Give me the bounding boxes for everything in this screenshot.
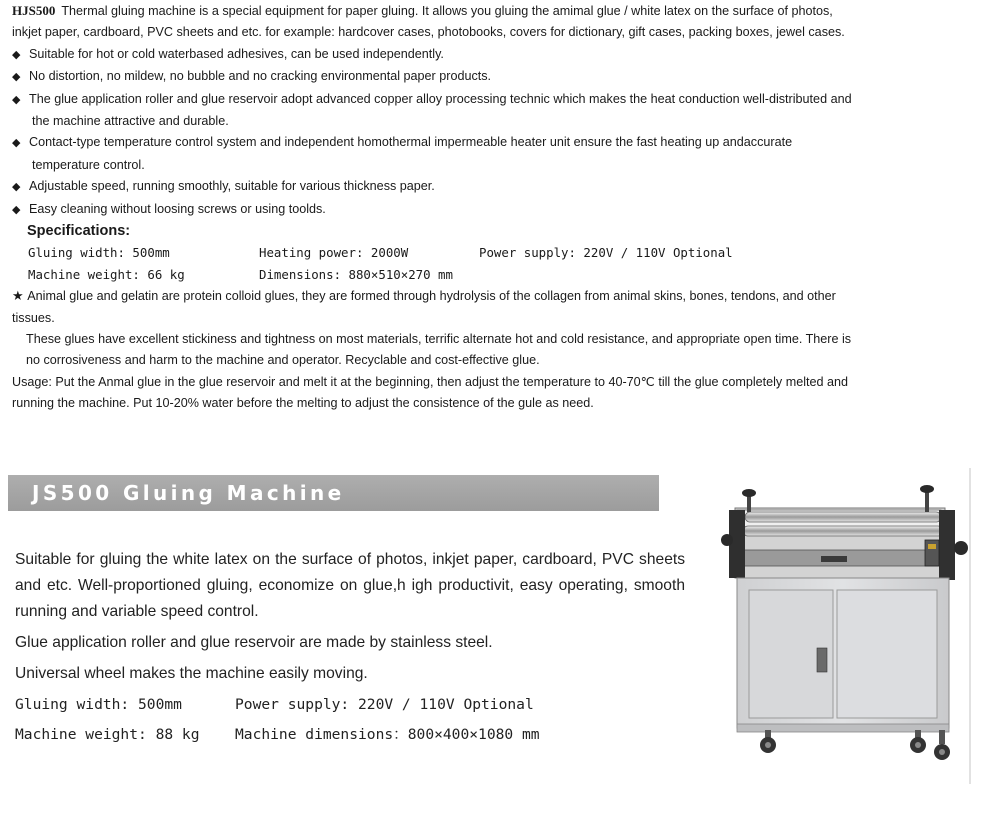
diamond-icon: ◆ [12, 93, 21, 106]
machine-cabinet [737, 578, 949, 732]
glue-properties: These glues have excellent stickiness and tightness on most materials, terrific alternate hot and cold resistance, and appropriate open time. There is no corrosiveness and harm to the machine and operator. Recyclable and cost-effective glue. [26, 332, 852, 368]
feature-item: ◆ Easy cleaning without loosing screws or using toolds. [12, 199, 852, 221]
page-edge-line [969, 468, 971, 784]
spec2-row-2 [15, 722, 685, 752]
feature-item: ◆ No distortion, no mildew, no bubble and no cracking environmental paper products. [12, 66, 852, 88]
spec-heating-power: Heating power: 2000W [259, 245, 409, 261]
spec-power-supply: Power supply: 220V / 110V Optional [479, 245, 733, 261]
spec-dimensions: Dimensions: 880×510×270 mm [259, 266, 453, 282]
usage-text: Usage: Put the Anmal glue in the glue reservoir and melt it at the beginning, then adjust the temperature to 40-70℃ till the glue completely melted and running the machine. Put 10-20% water before the melting to adjust the consistence of the gule as need. [12, 374, 849, 411]
feature-item: ◆ Adjustable speed, running smoothly, suitable for various thickness paper. [12, 176, 852, 198]
spec2-gluing-width: Gluing width: 500mm [15, 696, 182, 713]
section-banner [8, 475, 659, 511]
spec2-machine-weight: Machine weight: 88 kg [15, 726, 200, 743]
diamond-icon: ◆ [12, 48, 21, 61]
spec2-machine-dimensions: Machine dimensions：800×400×1080 mm [235, 726, 540, 743]
specs-title: Specifications: [27, 223, 131, 240]
product-spec-sheet [12, 0, 852, 415]
machine-description [15, 547, 685, 752]
intro-paragraph [12, 0, 852, 44]
animal-glue-note: ★ Animal glue and gelatin are protein colloid glues, they are formed through hydrolysis of the collagen from animal skins, bones, tendons, and other tissues. [12, 288, 836, 325]
diamond-icon: ◆ [12, 181, 21, 194]
specs-row-1 [12, 242, 852, 263]
diamond-icon: ◆ [12, 137, 21, 150]
spec-machine-weight: Machine weight: 66 kg [28, 266, 185, 282]
feature-item: ◆ Suitable for hot or cold waterbased adhesives, can be used independently. [12, 44, 852, 66]
spec2-power-supply: Power supply: 220V / 110V Optional [235, 696, 534, 713]
description-2: Glue application roller and glue reservoir are made by stainless steel. [15, 634, 493, 651]
description-3: Universal wheel makes the machine easily moving. [15, 665, 368, 682]
star-icon: ★ [12, 288, 28, 304]
machine-wheels [760, 730, 950, 760]
machine-photo [715, 468, 973, 784]
description-1: Suitable for gluing the white latex on the surface of photos, inkjet paper, cardboard, PVC sheets and etc. Well-proportioned gluing, economize on glue,h igh productivit, easy operating, smooth running and variable speed control. [15, 551, 685, 620]
feature-item: ◆ The glue application roller and glue reservoir adopt advanced copper alloy processing technic which makes the heat conduction well-distributed and the machine attractive and durable. [12, 91, 852, 129]
diamond-icon: ◆ [12, 71, 21, 84]
specs-row-2 [12, 264, 852, 285]
feature-item: ◆ Contact-type temperature control system and independent homothermal impermeable heater unit ensure the fast heating up andaccurate temperature control. [12, 135, 793, 172]
section-title: JS500 Gluing Machine [32, 481, 345, 505]
diamond-icon: ◆ [12, 203, 21, 216]
intro-text: Thermal gluing machine is a special equipment for paper gluing. It allows you gluing the amimal glue / white latex on the surface of photos, inkjet paper, cardboard, PVC sheets and etc. for example: hardcover cases, photobooks, covers for dictionary, gift cases, packing boxes, jewel cases. [12, 4, 845, 40]
machine-top-unit [721, 485, 968, 580]
spec-gluing-width: Gluing width: 500mm [28, 245, 170, 261]
model-name: HJS500 [12, 3, 56, 18]
spec2-row-1 [15, 692, 685, 722]
